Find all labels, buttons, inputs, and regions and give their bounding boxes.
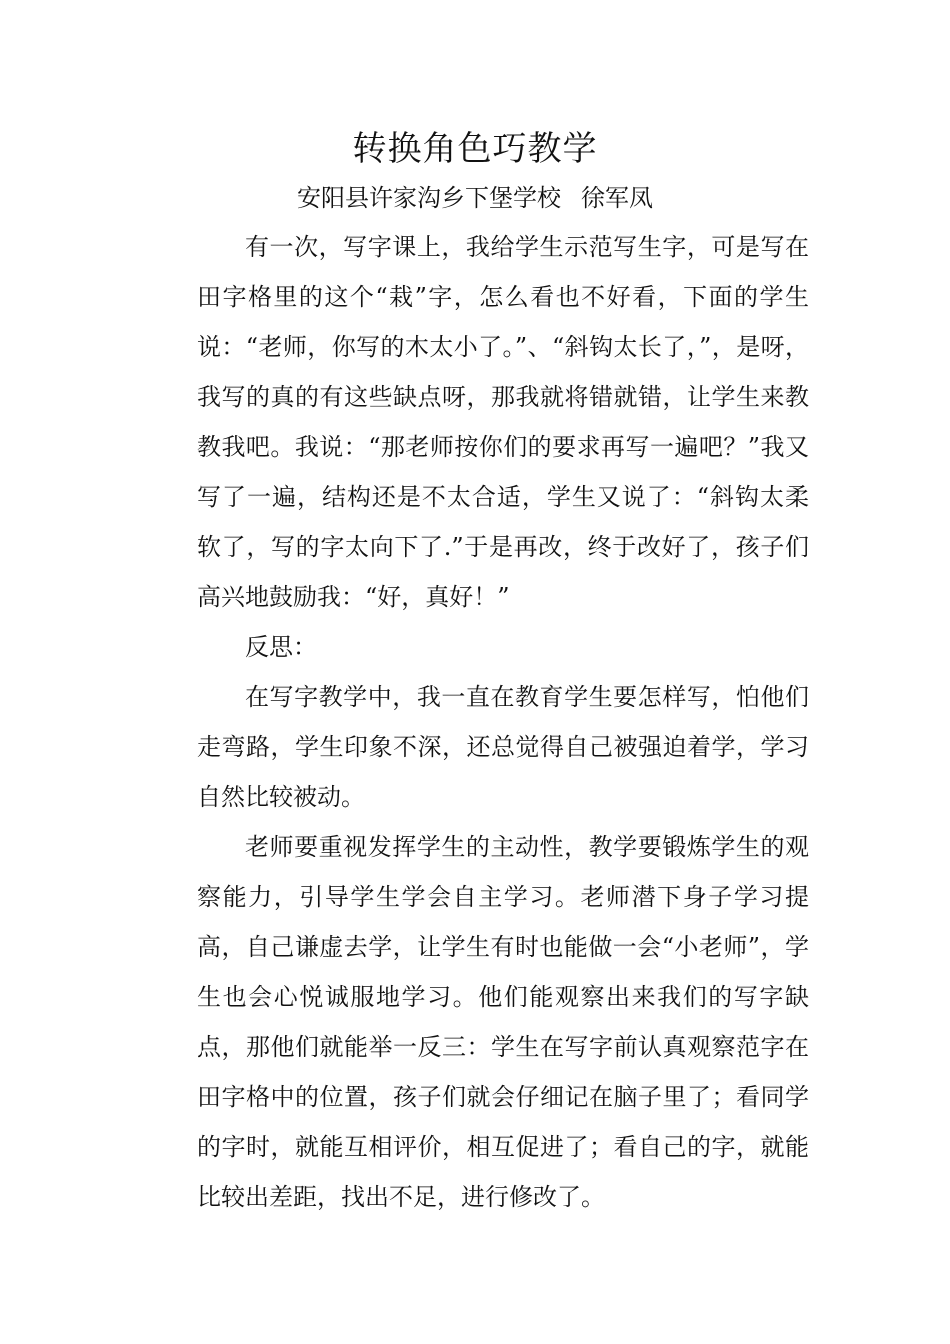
paragraph-anecdote: 有一次，写字课上，我给学生示范写生字，可是写在田字格里的这个“栽”字，怎么看也不好看，下面的学生说：“老师，你写的木太小了。”、“斜钩太长了，”，是呀，我写的真的有这些缺点呀，那我就将错就错，让学生来教教我吧。我说：“那老师按你们的要求再写一遍吧？”我又写了一遍，结构还是不太合适，学生又说了：“斜钩太柔软了，写的字太向下了.”于是再改，终于改好了，孩子们高兴地鼓励我：“好，真好！” — [197, 233, 809, 611]
author-school: 安阳县许家沟乡下堡学校 — [297, 184, 561, 212]
paragraph-reflection-heading: 反思： — [245, 633, 317, 661]
paragraph-reflection-1: 在写字教学中，我一直在教育学生要怎样写，怕他们走弯路，学生印象不深，还总觉得自己被强迫着学，学习自然比较被动。 — [197, 683, 809, 811]
paragraph-reflection-2: 老师要重视发挥学生的主动性，教学要锻炼学生的观察能力，引导学生学会自主学习。老师潜下身子学习提高，自己谦虚去学，让学生有时也能做一会“小老师”，学生也会心悦诚服地学习。他们能观察出来我们的写字缺点，那他们就能举一反三：学生在写字前认真观察范字在田字格中的位置，孩子们就会仔细记在脑子里了；看同学的字时，就能互相评价，相互促进了；看自己的字，就能比较出差距，找出不足，进行修改了。 — [197, 833, 809, 1211]
author-byline — [0, 180, 950, 216]
document-body — [197, 222, 809, 1222]
document-title: 转换角色巧教学 — [352, 129, 598, 169]
author-name: 徐军凤 — [581, 184, 653, 212]
